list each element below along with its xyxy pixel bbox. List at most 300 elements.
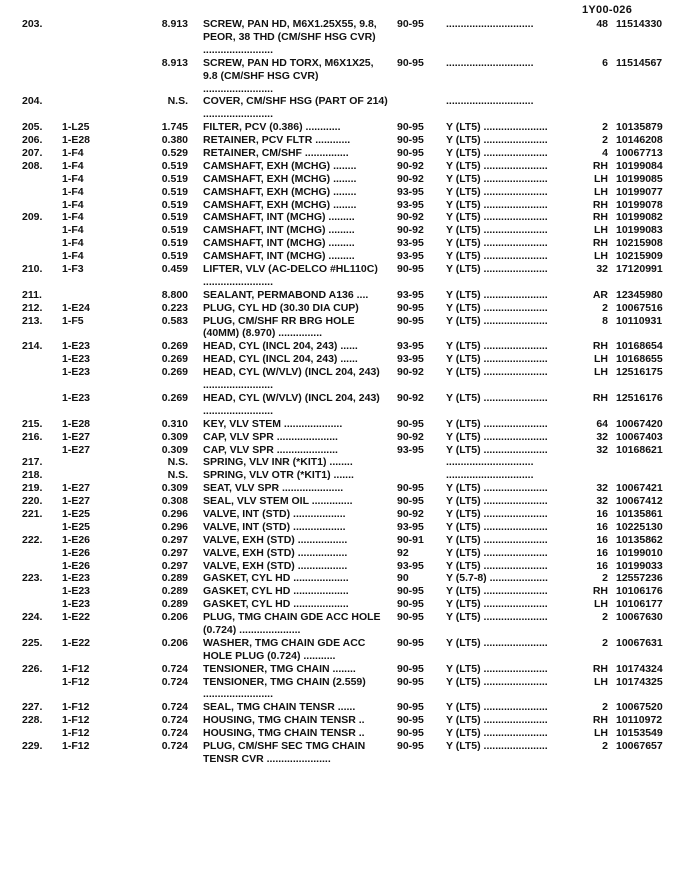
weight-value: 0.529	[161, 146, 188, 159]
model-years: 90-95	[397, 675, 424, 688]
part-description: SPRING, VLV INR (*KIT1) ........	[203, 456, 353, 469]
table-row	[0, 173, 689, 186]
part-number: 10199077	[616, 185, 663, 198]
quantity: 64	[596, 417, 608, 430]
weight-value: 0.289	[161, 598, 188, 611]
part-number: 10215909	[616, 250, 663, 263]
part-description: SPRING, VLV OTR (*KIT1) .......	[203, 469, 354, 482]
ref-number: 206.	[22, 134, 43, 147]
weight-value: 0.269	[161, 353, 188, 366]
table-row	[0, 521, 689, 534]
ref-number: 227.	[22, 701, 43, 714]
model-years: 90-95	[397, 18, 424, 30]
model-years: 90	[397, 572, 409, 585]
quantity: 32	[596, 482, 608, 495]
model-code: Y (LT5) ......................	[446, 585, 548, 598]
part-number: 10106177	[616, 598, 663, 611]
model-years: 93-95	[397, 185, 424, 198]
model-years: 93-95	[397, 198, 424, 211]
part-description: CAMSHAFT, INT (MCHG) .........	[203, 224, 355, 237]
part-description: SEAL, VLV STEM OIL ..............	[203, 495, 353, 508]
table-row	[0, 199, 689, 212]
group-code: 1-E26	[62, 559, 91, 572]
part-description: CAMSHAFT, EXH (MCHG) ........	[203, 185, 357, 198]
group-code: 1-E27	[62, 482, 91, 495]
table-row	[0, 431, 689, 444]
table-row	[0, 315, 689, 341]
weight-value: 0.724	[161, 714, 188, 727]
model-years: 90-95	[397, 314, 424, 327]
part-description: CAMSHAFT, INT (MCHG) .........	[203, 211, 355, 224]
model-code: Y (LT5) ......................	[446, 288, 548, 301]
table-row	[0, 340, 689, 353]
group-code: 1-E23	[62, 366, 91, 379]
part-description: VALVE, EXH (STD) .................	[203, 546, 348, 559]
part-description: HOUSING, TMG CHAIN TENSR ..	[203, 714, 365, 727]
group-code: 1-E25	[62, 520, 91, 533]
part-number: 10067516	[616, 301, 663, 314]
part-number: 11514330	[616, 18, 663, 30]
table-row	[0, 18, 689, 57]
model-years: 90-95	[397, 134, 424, 147]
table-row	[0, 366, 689, 392]
weight-value: 0.724	[161, 727, 188, 740]
table-row	[0, 560, 689, 573]
group-code: 1-F3	[62, 262, 84, 275]
model-years: 90-92	[397, 224, 424, 237]
part-number: 10225130	[616, 520, 663, 533]
model-years: 90-91	[397, 533, 424, 546]
part-description: CAMSHAFT, EXH (MCHG) ........	[203, 198, 357, 211]
group-code: 1-E26	[62, 533, 91, 546]
model-code: Y (LT5) ......................	[446, 740, 548, 753]
part-description: GASKET, CYL HD ...................	[203, 598, 349, 611]
group-code: 1-E28	[62, 134, 91, 147]
model-code: Y (LT5) ......................	[446, 301, 548, 314]
part-number: 10199085	[616, 172, 663, 185]
weight-value: 0.297	[161, 533, 188, 546]
model-code: Y (LT5) ......................	[446, 134, 548, 147]
part-description: HEAD, CYL (INCL 204, 243) ......	[203, 353, 358, 366]
group-code: 1-E27	[62, 443, 91, 456]
part-number: 10199033	[616, 559, 663, 572]
model-code: Y (LT5) ......................	[446, 391, 548, 404]
ref-number: 229.	[22, 740, 43, 753]
part-number: 10067403	[616, 430, 663, 443]
model-code: Y (LT5) ......................	[446, 121, 548, 134]
model-code: Y (LT5) ......................	[446, 314, 548, 327]
quantity: LH	[594, 185, 608, 198]
table-row	[0, 302, 689, 315]
group-code: 1-F12	[62, 701, 90, 714]
table-row	[0, 676, 689, 702]
model-years: 90-95	[397, 146, 424, 159]
part-description: HEAD, CYL (INCL 204, 243) ......	[203, 340, 358, 353]
quantity: 2	[602, 121, 608, 134]
model-code: Y (LT5) ......................	[446, 443, 548, 456]
ref-number: 207.	[22, 146, 43, 159]
weight-value: 0.206	[161, 636, 188, 649]
model-years: 90-95	[397, 636, 424, 649]
weight-value: 0.519	[161, 198, 188, 211]
part-description: SCREW, PAN HD, M6X1.25X55, 9.8, PEOR, 38 THD (CM/SHF HSG CVR) ........................	[203, 18, 377, 56]
ref-number: 211.	[22, 288, 42, 301]
quantity: 2	[602, 134, 608, 147]
quantity: RH	[592, 340, 608, 353]
part-description: TENSIONER, TMG CHAIN (2.559) ........................	[203, 675, 366, 701]
part-number: 10110972	[616, 714, 663, 727]
ref-number: 203.	[22, 18, 43, 30]
quantity: 32	[596, 262, 608, 275]
quantity: 2	[602, 740, 608, 753]
model-code: Y (LT5) ......................	[446, 262, 548, 275]
part-description: PLUG, CM/SHF RR BRG HOLE (40MM) (8.970) ...............	[203, 314, 355, 340]
group-code: 1-F4	[62, 185, 84, 198]
part-description: COVER, CM/SHF HSG (PART OF 214) ........................	[203, 95, 388, 121]
model-years: 90-95	[397, 611, 424, 624]
model-code: ..............................	[446, 456, 534, 469]
part-description: FILTER, PCV (0.386) ............	[203, 121, 341, 134]
model-years: 90-95	[397, 495, 424, 508]
group-code: 1-F4	[62, 211, 84, 224]
quantity: AR	[592, 288, 608, 301]
table-row	[0, 444, 689, 457]
table-row	[0, 250, 689, 263]
table-row	[0, 572, 689, 585]
quantity: 2	[602, 636, 608, 649]
weight-value: 0.519	[161, 237, 188, 250]
quantity: RH	[592, 159, 608, 172]
quantity: 32	[596, 430, 608, 443]
group-code: 1-E23	[62, 598, 91, 611]
model-code: Y (LT5) ......................	[446, 198, 548, 211]
model-years: 90-95	[397, 727, 424, 740]
model-code: Y (LT5) ......................	[446, 146, 548, 159]
table-row	[0, 637, 689, 663]
part-number: 10146208	[616, 134, 663, 147]
weight-value: 0.269	[161, 391, 188, 404]
table-row	[0, 353, 689, 366]
part-description: HEAD, CYL (W/VLV) (INCL 204, 243) ........................	[203, 391, 380, 417]
ref-number: 212.	[22, 301, 43, 314]
ref-number: 205.	[22, 121, 43, 134]
model-years: 90-92	[397, 366, 424, 379]
model-years: 90-95	[397, 56, 424, 69]
part-description: PLUG, CYL HD (30.30 DIA CUP)	[203, 301, 359, 314]
model-code: Y (LT5) ......................	[446, 533, 548, 546]
model-code: Y (LT5) ......................	[446, 559, 548, 572]
model-code: Y (LT5) ......................	[446, 250, 548, 263]
table-row	[0, 418, 689, 431]
table-row	[0, 134, 689, 147]
model-code: Y (LT5) ......................	[446, 172, 548, 185]
part-number: 10168621	[616, 443, 663, 456]
weight-value: 1.745	[161, 121, 188, 134]
model-code: Y (LT5) ......................	[446, 507, 548, 520]
weight-value: 0.459	[161, 262, 188, 275]
weight-value: 0.223	[161, 301, 188, 314]
table-row	[0, 482, 689, 495]
model-years: 90-92	[397, 211, 424, 224]
part-number: 10067657	[616, 740, 663, 753]
model-years: 93-95	[397, 288, 424, 301]
weight-value: 8.800	[161, 288, 188, 301]
part-description: SEALANT, PERMABOND A136 ....	[203, 288, 369, 301]
weight-value: 0.310	[161, 417, 188, 430]
part-number: 10106176	[616, 585, 663, 598]
group-code: 1-E23	[62, 340, 91, 353]
quantity: 2	[602, 701, 608, 714]
weight-value: N.S.	[167, 95, 188, 108]
group-code: 1-F4	[62, 198, 84, 211]
model-years: 90-92	[397, 507, 424, 520]
model-years: 93-95	[397, 353, 424, 366]
model-years: 90-95	[397, 714, 424, 727]
table-row	[0, 160, 689, 173]
model-code: Y (LT5) ......................	[446, 430, 548, 443]
part-description: RETAINER, PCV FLTR ............	[203, 134, 351, 147]
part-number: 10174324	[616, 662, 663, 675]
parts-list	[0, 18, 689, 766]
part-description: CAMSHAFT, EXH (MCHG) ........	[203, 159, 357, 172]
part-description: VALVE, INT (STD) ..................	[203, 507, 346, 520]
table-row	[0, 211, 689, 224]
quantity: 48	[596, 18, 608, 30]
quantity: RH	[592, 211, 608, 224]
part-number: 10168654	[616, 340, 663, 353]
ref-number: 215.	[22, 417, 43, 430]
quantity: 2	[602, 572, 608, 585]
weight-value: 0.269	[161, 366, 188, 379]
table-row	[0, 534, 689, 547]
part-description: HOUSING, TMG CHAIN TENSR ..	[203, 727, 365, 740]
model-code: Y (LT5) ......................	[446, 224, 548, 237]
weight-value: N.S.	[167, 456, 188, 469]
quantity: 16	[596, 546, 608, 559]
quantity: 8	[602, 314, 608, 327]
model-years: 93-95	[397, 340, 424, 353]
model-years: 90-95	[397, 598, 424, 611]
table-row	[0, 547, 689, 560]
ref-number: 223.	[22, 572, 43, 585]
weight-value: 0.297	[161, 559, 188, 572]
part-description: CAP, VLV SPR .....................	[203, 430, 338, 443]
model-code: Y (LT5) ......................	[446, 546, 548, 559]
weight-value: 0.308	[161, 495, 188, 508]
table-row	[0, 598, 689, 611]
table-row	[0, 57, 689, 96]
quantity: 16	[596, 559, 608, 572]
quantity: LH	[594, 598, 608, 611]
part-number: 10067630	[616, 611, 663, 624]
model-years: 93-95	[397, 520, 424, 533]
ref-number: 225.	[22, 636, 43, 649]
part-number: 10199078	[616, 198, 663, 211]
ref-number: 228.	[22, 714, 43, 727]
group-code: 1-E23	[62, 572, 91, 585]
part-number: 10199010	[616, 546, 663, 559]
group-code: 1-E23	[62, 353, 91, 366]
table-row	[0, 392, 689, 418]
table-row	[0, 663, 689, 676]
model-years: 90-92	[397, 391, 424, 404]
group-code: 1-F5	[62, 314, 84, 327]
part-description: CAMSHAFT, EXH (MCHG) ........	[203, 172, 357, 185]
weight-value: 0.206	[161, 611, 188, 624]
part-description: VALVE, EXH (STD) .................	[203, 559, 348, 572]
model-years: 90-95	[397, 585, 424, 598]
quantity: RH	[592, 391, 608, 404]
table-row	[0, 147, 689, 160]
model-years: 93-95	[397, 237, 424, 250]
group-code: 1-E24	[62, 301, 91, 314]
part-description: VALVE, EXH (STD) .................	[203, 533, 348, 546]
group-code: 1-F4	[62, 224, 84, 237]
quantity: LH	[594, 172, 608, 185]
group-code: 1-E27	[62, 430, 91, 443]
table-row	[0, 121, 689, 134]
ref-number: 213.	[22, 314, 43, 327]
table-row	[0, 714, 689, 727]
model-years: 92	[397, 546, 409, 559]
weight-value: 0.519	[161, 250, 188, 263]
weight-value: 0.724	[161, 662, 188, 675]
group-code: 1-F4	[62, 250, 84, 263]
ref-number: 218.	[22, 469, 43, 482]
ref-number: 204.	[22, 95, 43, 108]
group-code: 1-E22	[62, 611, 91, 624]
ref-number: 220.	[22, 495, 43, 508]
table-row	[0, 740, 689, 766]
part-number: 10067713	[616, 146, 663, 159]
part-number: 10135861	[616, 507, 663, 520]
model-years: 90-92	[397, 172, 424, 185]
model-code: Y (LT5) ......................	[446, 714, 548, 727]
quantity: 32	[596, 443, 608, 456]
quantity: LH	[594, 366, 608, 379]
weight-value: 0.519	[161, 224, 188, 237]
table-row	[0, 508, 689, 521]
ref-number: 226.	[22, 662, 43, 675]
group-code: 1-F12	[62, 662, 90, 675]
model-code: Y (LT5) ......................	[446, 598, 548, 611]
quantity: RH	[592, 662, 608, 675]
weight-value: 0.309	[161, 482, 188, 495]
model-code: Y (LT5) ......................	[446, 611, 548, 624]
part-description: KEY, VLV STEM ....................	[203, 417, 343, 430]
model-code: Y (LT5) ......................	[446, 495, 548, 508]
part-description: SEAL, TMG CHAIN TENSR ......	[203, 701, 356, 714]
part-number: 10067520	[616, 701, 663, 714]
model-code: Y (LT5) ......................	[446, 353, 548, 366]
group-code: 1-E23	[62, 585, 91, 598]
model-years: 93-95	[397, 443, 424, 456]
table-row	[0, 289, 689, 302]
group-code: 1-E28	[62, 417, 91, 430]
ref-number: 208.	[22, 159, 43, 172]
part-number: 10067420	[616, 417, 663, 430]
part-description: SCREW, PAN HD TORX, M6X1X25, 9.8 (CM/SHF HSG CVR) ........................	[203, 56, 374, 95]
table-row	[0, 237, 689, 250]
quantity: 2	[602, 301, 608, 314]
weight-value: 0.519	[161, 211, 188, 224]
model-code: ..............................	[446, 95, 534, 108]
group-code: 1-F4	[62, 172, 84, 185]
part-description: CAMSHAFT, INT (MCHG) .........	[203, 250, 355, 263]
quantity: LH	[594, 727, 608, 740]
part-number: 10110931	[616, 314, 663, 327]
model-code: Y (LT5) ......................	[446, 727, 548, 740]
quantity: 2	[602, 611, 608, 624]
part-number: 10215908	[616, 237, 663, 250]
group-code: 1-F4	[62, 146, 84, 159]
part-number: 10174325	[616, 675, 663, 688]
model-code: Y (LT5) ......................	[446, 482, 548, 495]
model-code: Y (LT5) ......................	[446, 211, 548, 224]
weight-value: 0.289	[161, 572, 188, 585]
weight-value: 0.519	[161, 172, 188, 185]
quantity: RH	[592, 714, 608, 727]
quantity: LH	[594, 353, 608, 366]
group-code: 1-E27	[62, 495, 91, 508]
part-description: HEAD, CYL (W/VLV) (INCL 204, 243) ........................	[203, 366, 380, 392]
model-years: 93-95	[397, 250, 424, 263]
model-years: 90-95	[397, 701, 424, 714]
weight-value: 0.289	[161, 585, 188, 598]
quantity: 16	[596, 533, 608, 546]
model-years: 90-95	[397, 417, 424, 430]
table-row	[0, 263, 689, 289]
ref-number: 221.	[22, 507, 43, 520]
table-row	[0, 224, 689, 237]
weight-value: 0.309	[161, 443, 188, 456]
group-code: 1-E22	[62, 636, 91, 649]
quantity: LH	[594, 250, 608, 263]
table-row	[0, 95, 689, 121]
quantity: 4	[602, 146, 608, 159]
part-number: 11514567	[616, 56, 663, 69]
ref-number: 219.	[22, 482, 43, 495]
ref-number: 222.	[22, 533, 43, 546]
model-code: Y (LT5) ......................	[446, 636, 548, 649]
group-code: 1-F12	[62, 740, 90, 753]
part-number: 10199083	[616, 224, 663, 237]
ref-number: 217.	[22, 456, 43, 469]
model-code: Y (LT5) ......................	[446, 159, 548, 172]
part-description: WASHER, TMG CHAIN GDE ACC HOLE PLUG (0.724) ...........	[203, 636, 366, 662]
part-number: 12557236	[616, 572, 663, 585]
quantity: 16	[596, 507, 608, 520]
part-number: 10067421	[616, 482, 663, 495]
model-years: 90-95	[397, 740, 424, 753]
part-number: 10153549	[616, 727, 663, 740]
model-code: ..............................	[446, 469, 534, 482]
part-number: 10135879	[616, 121, 663, 134]
group-code: 1-E26	[62, 546, 91, 559]
weight-value: 0.296	[161, 520, 188, 533]
table-row	[0, 456, 689, 469]
part-description: GASKET, CYL HD ...................	[203, 585, 349, 598]
model-years: 93-95	[397, 559, 424, 572]
group-code: 1-F12	[62, 727, 90, 740]
weight-value: 0.269	[161, 340, 188, 353]
weight-value: 0.296	[161, 507, 188, 520]
weight-value: 8.913	[161, 56, 188, 69]
part-description: PLUG, TMG CHAIN GDE ACC HOLE (0.724) .....................	[203, 611, 381, 636]
part-number: 10067412	[616, 495, 663, 508]
ref-number: 209.	[22, 211, 43, 224]
table-row	[0, 495, 689, 508]
